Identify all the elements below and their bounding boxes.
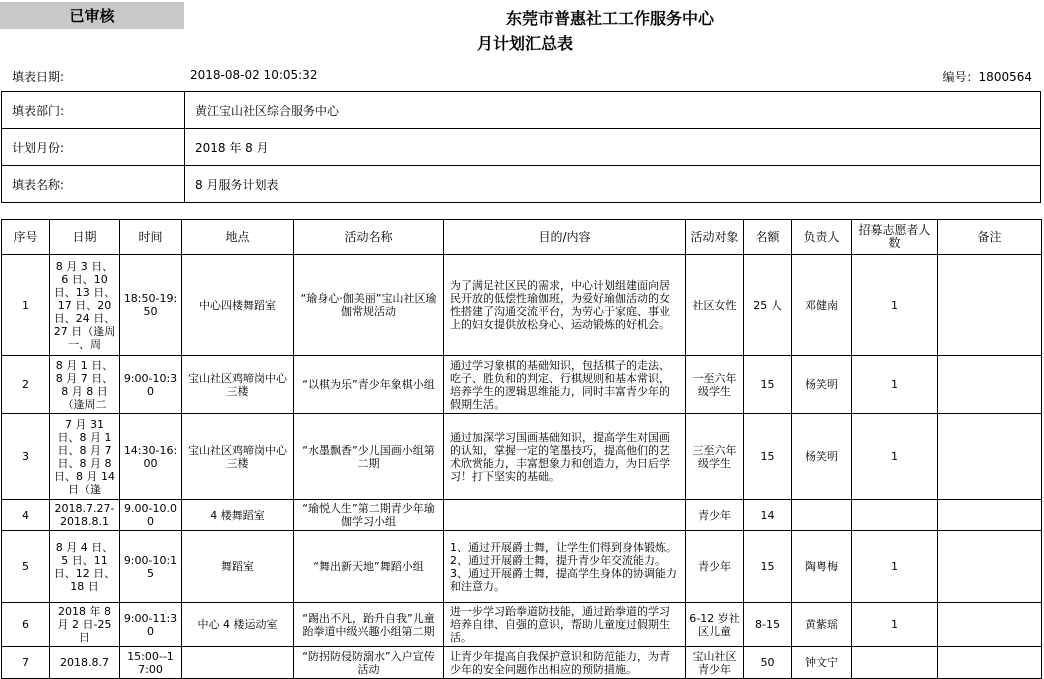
header-quota: 名额: [744, 220, 792, 255]
cell-remark: [938, 531, 1042, 603]
cell-date-text: 8 月 3 日、6 日、10 日、13 日、17 日、20 日、24 日、27 日（逢周一、周: [53, 259, 116, 351]
cell-leader: 陶粤梅: [792, 531, 852, 603]
cell-target: 三至六年级学生: [686, 414, 744, 500]
header-purpose: 目的/内容: [444, 220, 686, 255]
cell-volunteers: [852, 647, 938, 679]
cell-purpose: 为了满足社区民的需求，中心计划组建面向居民开放的低偿性瑜伽班，为爱好瑜伽活动的女性搭建了沟通交流平台，为劳心于家庭、事业上的妇女提供放松身心、运动锻炼的好机会。: [444, 255, 686, 356]
cell-remark: [938, 500, 1042, 531]
cell-volunteers: 1: [852, 603, 938, 647]
cell-time: 15:00--17:00: [120, 647, 182, 679]
cell-time: 14:30-16:00: [120, 414, 182, 500]
cell-leader: 杨笑明: [792, 356, 852, 414]
cell-remark: [938, 255, 1042, 356]
cell-place: 中心 4 楼运动室: [182, 603, 294, 647]
table-row: [2, 356, 1042, 414]
dept-value: 黄江宝山社区综合服务中心: [185, 92, 1041, 129]
cell-leader: [792, 500, 852, 531]
serial-label: 编号：: [942, 70, 979, 84]
header-time: 时间: [120, 220, 182, 255]
cell-purpose: 让青少年提高自我保护意识和防范能力，为青少年的安全问题作出相应的预防措施。: [444, 647, 686, 679]
header-leader: 负责人: [792, 220, 852, 255]
cell-purpose: 进一步学习跆拳道防技能，通过跆拳道的学习培养自律、自强的意识，帮助儿童度过假期生活。: [444, 603, 686, 647]
form-title: 月计划汇总表: [476, 34, 573, 53]
cell-date: 2018.7.27-2018.8.1: [50, 500, 120, 531]
cell-leader: 钟文宁: [792, 647, 852, 679]
cell-purpose: 通过加深学习国画基础知识，提高学生对国画的认知，掌握一定的笔墨技巧，提高他们的艺术欣赏能力，丰富想象力和创造力，为日后学习！打下坚实的基础。: [444, 414, 686, 500]
cell-activity-name: “防拐防侵防溺水”入户宣传活动: [294, 647, 444, 679]
cell-no: 1: [2, 255, 50, 356]
cell-target: 青少年: [686, 531, 744, 603]
header-target: 活动对象: [686, 220, 744, 255]
cell-volunteers: 1: [852, 255, 938, 356]
form-name-label: 填表名称:: [2, 166, 185, 203]
cell-activity-name: “踢出不凡，跆升自我”儿童跆拳道中级兴趣小组第二期: [294, 603, 444, 647]
cell-activity-name: “瑜悦人生”第二期青少年瑜伽学习小组: [294, 500, 444, 531]
form-name-value: 8 月服务计划表: [185, 166, 1041, 203]
fill-date-label: 填表日期:: [12, 70, 65, 84]
cell-no: 2: [2, 356, 50, 414]
table-row: [2, 647, 1042, 679]
cell-time: 18:50-19:50: [120, 255, 182, 356]
fill-date-value: 2018-08-02 10:05:32: [190, 68, 318, 82]
cell-activity-name: “舞出新天地”舞蹈小组: [294, 531, 444, 603]
form-name-row: [2, 166, 1041, 203]
cell-place: 宝山社区鸡啼岗中心三楼: [182, 356, 294, 414]
cell-activity-name: “水墨飘香”少儿国画小组第二期: [294, 414, 444, 500]
table-row: [2, 255, 1042, 356]
cell-time: 9.00-10.00: [120, 500, 182, 531]
serial-number: [943, 68, 1032, 85]
month-row: [2, 129, 1041, 166]
cell-date: [50, 356, 120, 414]
info-table: [1, 91, 1041, 203]
cell-place: 舞蹈室: [182, 531, 294, 603]
cell-remark: [938, 356, 1042, 414]
header-no: 序号: [2, 220, 50, 255]
cell-time: 9:00-10:30: [120, 356, 182, 414]
cell-volunteers: [852, 500, 938, 531]
table-row: [2, 531, 1042, 603]
cell-activity-name: “瑜身心·伽美丽”宝山社区瑜伽常规活动: [294, 255, 444, 356]
cell-no: 6: [2, 603, 50, 647]
cell-leader: 黄紫瑶: [792, 603, 852, 647]
dept-row: [2, 92, 1041, 129]
cell-target: 宝山社区青少年: [686, 647, 744, 679]
table-header-row: [2, 220, 1042, 255]
cell-place: 宝山社区鸡啼岗中心三楼: [182, 414, 294, 500]
approval-status-badge: 已审核: [0, 2, 184, 29]
cell-quota: 25 人: [744, 255, 792, 356]
cell-no: 3: [2, 414, 50, 500]
cell-place: 4 楼舞蹈室: [182, 500, 294, 531]
cell-remark: [938, 414, 1042, 500]
header-volunteers: 招募志愿者人数: [852, 220, 938, 255]
header-place: 地点: [182, 220, 294, 255]
table-row: [2, 500, 1042, 531]
cell-date: [50, 414, 120, 500]
cell-target: 社区女性: [686, 255, 744, 356]
serial-value: 1800564: [978, 70, 1032, 84]
cell-no: 4: [2, 500, 50, 531]
cell-leader: 杨笑明: [792, 414, 852, 500]
cell-quota: 14: [744, 500, 792, 531]
header-activity-name: 活动名称: [294, 220, 444, 255]
cell-quota: 15: [744, 414, 792, 500]
cell-remark: [938, 603, 1042, 647]
cell-volunteers: 1: [852, 531, 938, 603]
month-label: 计划月份:: [2, 129, 185, 166]
cell-quota: 8-15: [744, 603, 792, 647]
cell-no: 7: [2, 647, 50, 679]
header-remark: 备注: [938, 220, 1042, 255]
monthly-plan-table: [1, 219, 1042, 679]
cell-no: 5: [2, 531, 50, 603]
cell-purpose: 通过学习象棋的基础知识，包括棋子的走法、吃子、胜负和的判定、行棋规则和基本常识，培养学生的逻辑思维能力，同时丰富青少年的假期生活。: [444, 356, 686, 414]
cell-quota: 50: [744, 647, 792, 679]
cell-volunteers: 1: [852, 356, 938, 414]
cell-date: [50, 255, 120, 356]
dept-label: 填表部门:: [2, 92, 185, 129]
table-row: [2, 603, 1042, 647]
organization-title: 东莞市普惠社工工作服务中心: [505, 9, 714, 28]
cell-date-text: 7 月 31 日、8 月 1 日、8 月 7 日、8 月 8 日、8 月 14 日（逢: [54, 417, 115, 496]
cell-activity-name: “以棋为乐”青少年象棋小组: [294, 356, 444, 414]
cell-quota: 15: [744, 356, 792, 414]
cell-volunteers: 1: [852, 414, 938, 500]
cell-target: 青少年: [686, 500, 744, 531]
month-value: 2018 年 8 月: [185, 129, 1041, 166]
table-row: [2, 414, 1042, 500]
cell-time: 9:00-10:15: [120, 531, 182, 603]
cell-place: [182, 647, 294, 679]
cell-date: 8 月 4 日、5 日、11 日、12 日、18 日: [50, 531, 120, 603]
cell-target: 6-12 岁社区儿童: [686, 603, 744, 647]
cell-leader: 邓健南: [792, 255, 852, 356]
cell-date: 2018 年 8 月 2 日-25 日: [50, 603, 120, 647]
cell-date: 2018.8.7: [50, 647, 120, 679]
cell-purpose: 1、通过开展爵士舞，让学生们得到身体锻炼。2、通过开展爵士舞，提升青少年交流能力。3、通过开展爵士舞，提高学生身体的协调能力和注意力。: [444, 531, 686, 603]
cell-purpose: [444, 500, 686, 531]
cell-date-text: 8 月 1 日、8 月 7 日、8 月 8 日（逢周二: [55, 358, 114, 411]
cell-target: 一至六年级学生: [686, 356, 744, 414]
header-date: 日期: [50, 220, 120, 255]
cell-quota: 15: [744, 531, 792, 603]
cell-place: 中心四楼舞蹈室: [182, 255, 294, 356]
cell-remark: [938, 647, 1042, 679]
cell-time: 9:00-11:30: [120, 603, 182, 647]
